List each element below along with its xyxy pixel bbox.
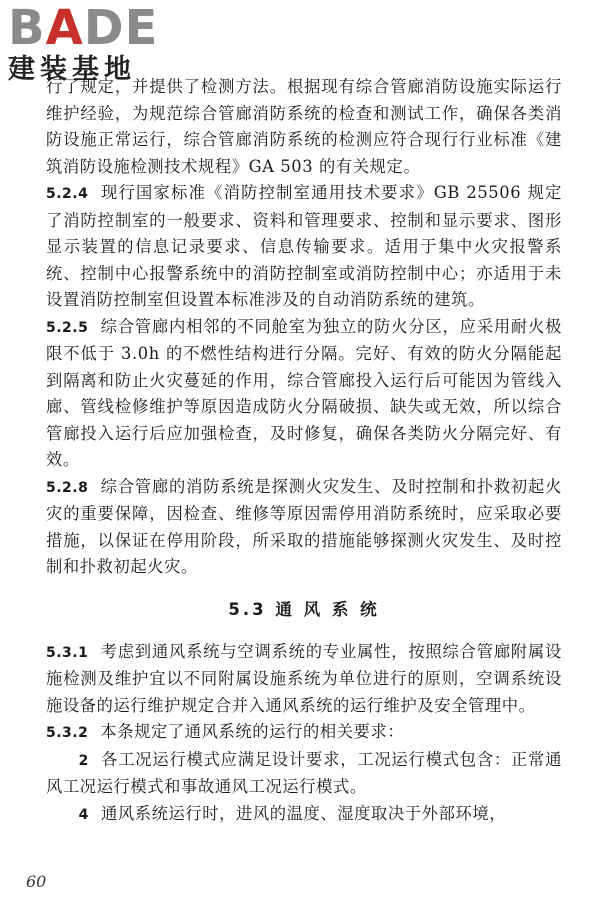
continuation-paragraph: 行了规定，并提供了检测方法。根据现有综合管廊消防设施实际运行维护经验，为规范综合管廊消防系统的检查和测试工作，确保各类消防设施正常运行，综合管廊消防系统的检测应符合现行行业标准《建筑消防设施检测技术规程》GA 503 的有关规定。	[46, 77, 562, 176]
clause-text: 综合管廊内相邻的不同舱室为独立的防火分区，应采用耐火极限不低于 3.0h 的不燃性结构进行分隔。完好、有效的防火分隔能起到隔离和防止火灾蔓延的作用，综合管廊投入运行后可能因为管线入廊、管线检修维护等原因造成防火分隔破损、缺失或无效，所以综合管廊投入运行后应加强检查，及时修复，确保各类防火分隔完好、有效。	[46, 316, 562, 469]
clause-text: 综合管廊的消防系统是探测火灾发生、及时控制和扑救初起火灾的重要保障，因检查、维修等原因需停用消防系统时，应采取必要措施，以保证在停用阶段，所采取的措施能够探测火灾发生、及时控制和扑救初起火灾。	[46, 476, 562, 576]
item-2	[46, 747, 562, 801]
logo-accent-letter: A	[45, 0, 84, 56]
clause-5-3-2	[46, 719, 562, 747]
clause-number: 5.2.5	[46, 319, 89, 336]
clause-text: 现行国家标准《消防控制室通用技术要求》GB 25506 规定了消防控制室的一般要求、资料和管理要求、控制和显示要求、图形显示装置的信息记录要求、信息传输要求。适用于集中火灾报警系统、控制中心报警系统中的消防控制室或消防控制中心；亦适用于未设置消防控制室但设置本标准涉及的自动消防系统的建筑。	[46, 183, 562, 309]
logo-brand-text: BADE	[8, 0, 159, 56]
logo-chinese-text: 建装基地	[8, 54, 136, 85]
clause-number: 5.3.1	[46, 644, 89, 661]
clause-number: 5.2.4	[46, 186, 89, 202]
clause-number: 5.2.8	[46, 479, 89, 496]
clause-text: 本条规定了通风系统的运行的相关要求：	[100, 722, 405, 741]
page-number: 60	[26, 872, 47, 891]
item-text: 通风系统运行时，进风的温度、湿度取决于外部环境，	[100, 803, 507, 823]
item-number: 4	[78, 806, 89, 823]
document-body	[46, 74, 562, 828]
item-4	[46, 801, 562, 829]
item-number: 2	[78, 752, 89, 769]
clause-text: 考虑到通风系统与空调系统的专业属性，按照综合管廊附属设施检测及维护宜以不同附属设施系统为单位进行的原则，空调系统设施设备的运行维护规定合并入通风系统的运行维护及安全管理中。	[46, 641, 562, 715]
item-text: 各工况运行模式应满足设计要求，工况运行模式包含：正常通风工况运行模式和事故通风工况运行模式。	[46, 749, 562, 796]
clause-5-3-1	[46, 639, 562, 720]
clause-5-2-8	[46, 474, 562, 581]
section-heading: 5.3 通 风 系 统	[228, 599, 380, 619]
clause-5-2-5	[46, 314, 562, 474]
clause-5-2-4	[46, 180, 562, 314]
clause-number: 5.3.2	[46, 725, 89, 741]
